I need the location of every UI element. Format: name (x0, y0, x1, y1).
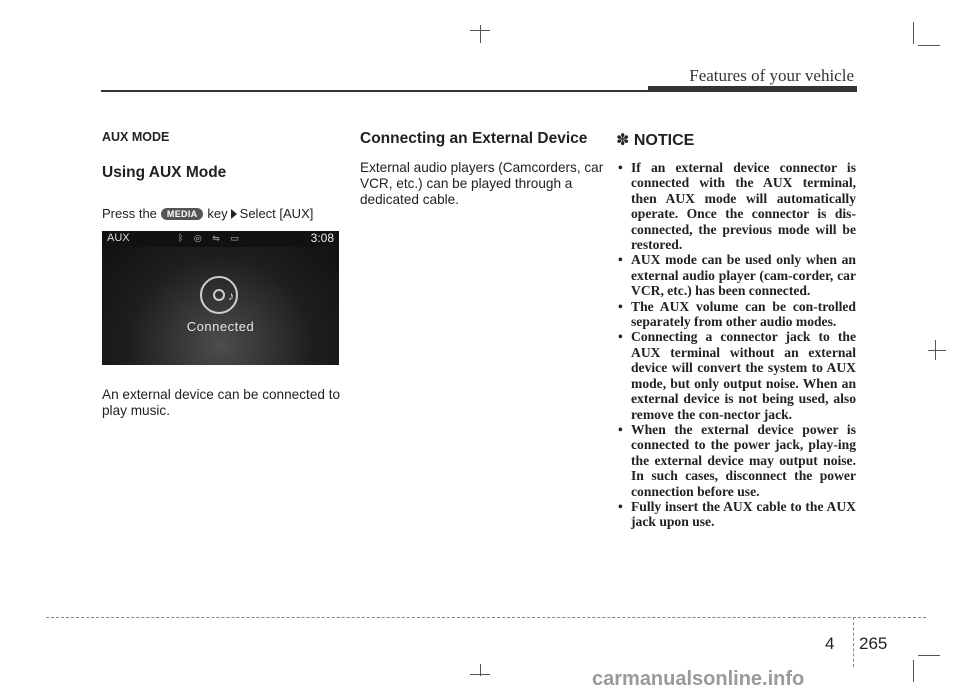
screen-time: 3:08 (310, 231, 334, 245)
crop-mark-right-mid-h (928, 350, 946, 351)
press-key-word: key (207, 206, 228, 221)
aux-plug-icon: ♪ (228, 289, 234, 303)
connecting-description: External audio players (Camcorders, car VCR, etc.) can be played through a dedicated cable. (360, 160, 604, 207)
connecting-heading: Connecting an External Device (360, 130, 588, 147)
aux-screen-image (102, 231, 339, 365)
press-select: Select [AUX] (239, 206, 314, 221)
crop-mark-top-right-v (913, 22, 914, 44)
press-prefix: Press the (102, 206, 157, 221)
crop-mark-top-right-h (918, 45, 940, 46)
arrow-right-icon (231, 209, 237, 219)
notice-item: • AUX mode can be used only when an external audio player (cam-corder, car VCR, etc.) has been connected. (616, 252, 856, 298)
bluetooth-usb-icons: ᛒ ◎ ⇋ ▭ (178, 233, 243, 243)
media-key-badge: MEDIA (161, 208, 204, 220)
crop-mark-bottom-center-v (480, 664, 481, 676)
screen-mode-label: AUX (107, 232, 130, 244)
crop-mark-right-mid-v (935, 340, 936, 360)
using-aux-heading: Using AUX Mode (102, 164, 227, 181)
right-column (616, 126, 856, 530)
notice-item: • If an external device connector is connected with the AUX terminal, then AUX mode will automatically operate. Once the connector is dis-connected, the previous mode will be restored. (616, 160, 856, 252)
aux-description: An external device can be connected to play music. (102, 387, 341, 418)
crop-mark-bottom-right-v (913, 660, 914, 682)
footer-rule (46, 617, 926, 618)
section-title: Features of your vehicle (689, 66, 854, 85)
crop-mark-bottom-right-h (918, 655, 940, 656)
page-number: 265 (859, 634, 888, 653)
screen-connected-status: Connected (186, 319, 255, 334)
left-column (102, 126, 342, 419)
notice-list (616, 160, 856, 530)
chapter-number: 4 (825, 634, 835, 653)
watermark: carmanualsonline.info (592, 668, 805, 690)
crop-mark-top-center-v (480, 25, 481, 43)
middle-column (360, 126, 608, 208)
header-rule-accent (648, 86, 857, 92)
aux-mode-label: AUX MODE (102, 130, 170, 144)
notice-heading: ✽ NOTICE (616, 132, 695, 149)
notice-item: • Fully insert the AUX cable to the AUX jack upon use. (616, 499, 856, 530)
notice-item: • The AUX volume can be con-trolled separately from other audio modes. (616, 299, 856, 330)
press-instruction (102, 206, 342, 221)
footer-divider (853, 617, 854, 667)
notice-item: • When the external device power is connected to the power jack, play-ing the external device may output noise. In such cases, disconnect the power connection before use. (616, 422, 856, 499)
notice-item: • Connecting a connector jack to the AUX terminal without an external device will convert the system to AUX mode, but only output noise. When an external device is not being used, also remove the con-nector jack. (616, 329, 856, 421)
